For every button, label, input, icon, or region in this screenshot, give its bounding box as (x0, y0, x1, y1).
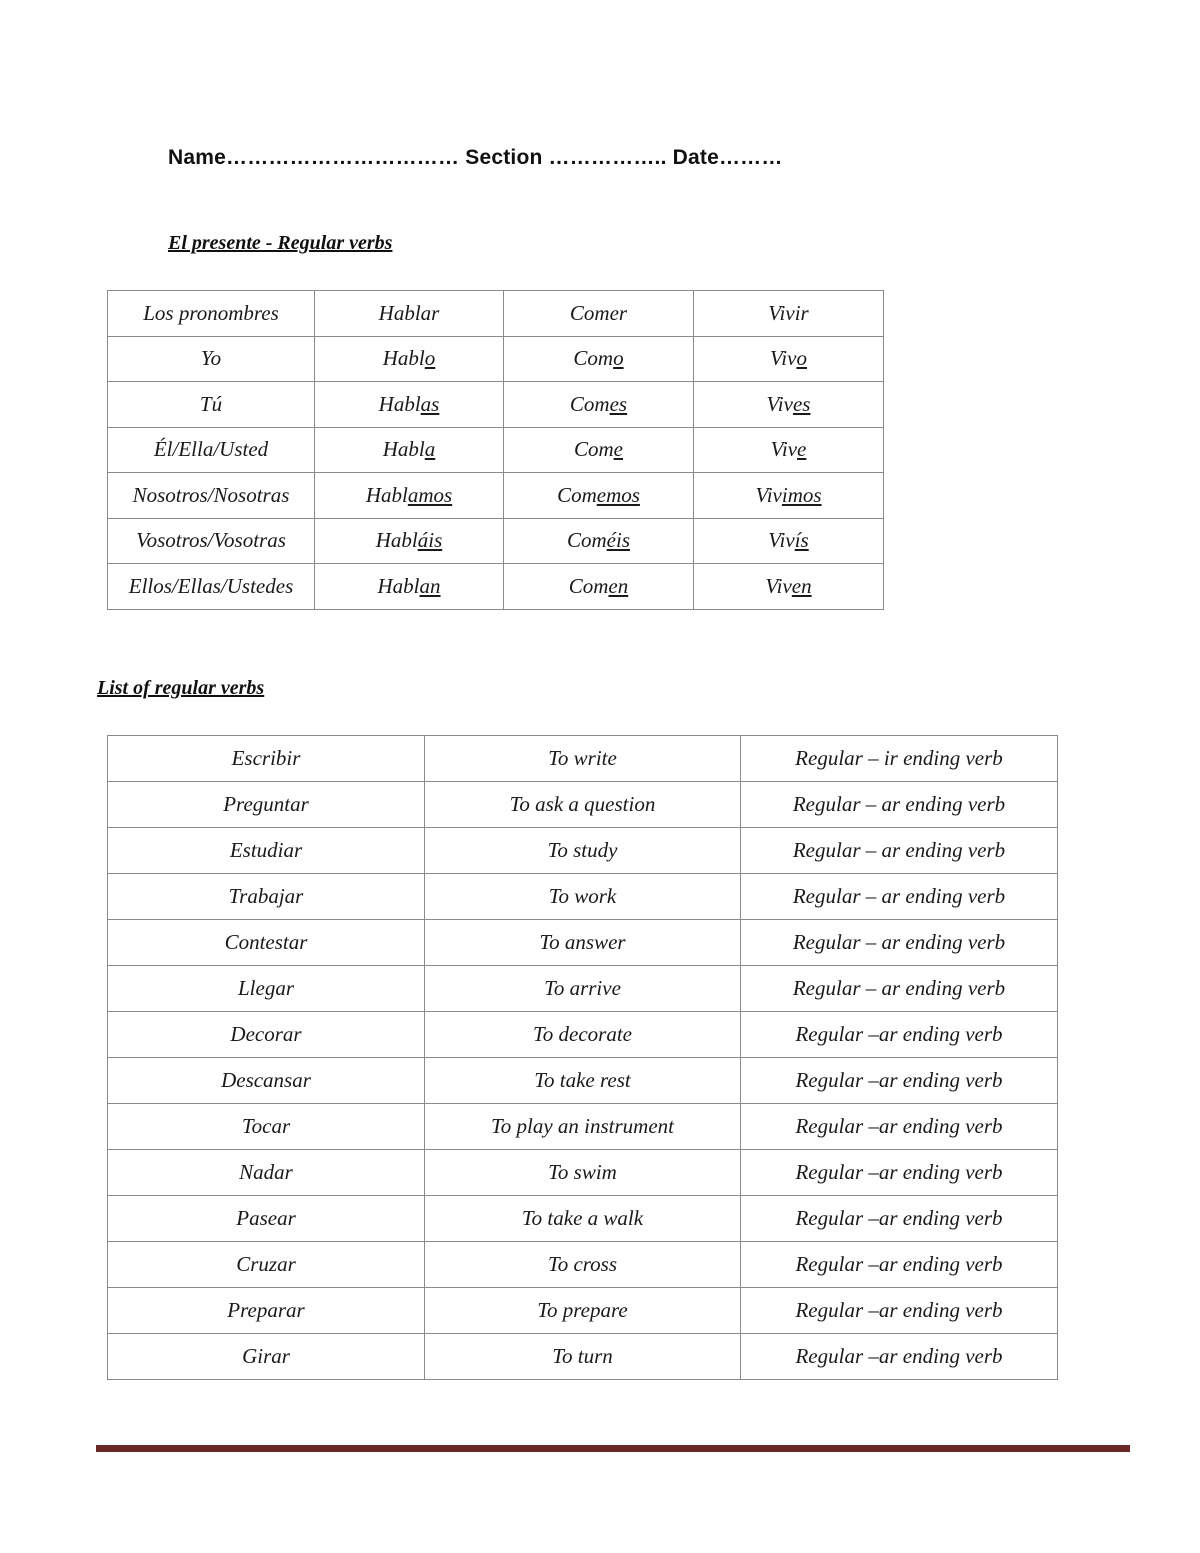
verb-ending: amos (407, 482, 453, 507)
verb-stem: Habl (365, 482, 408, 507)
spanish-verb-cell: Nadar (108, 1150, 425, 1196)
table-row (108, 1058, 1058, 1104)
verb-stem: Com (573, 437, 614, 462)
vivir-cell (694, 382, 884, 428)
english-meaning-cell: To ask a question (425, 782, 741, 828)
comer-cell (504, 518, 694, 564)
english-meaning-cell: To prepare (425, 1288, 741, 1334)
verb-list-table-body (108, 736, 1058, 1380)
hablar-cell (315, 473, 504, 519)
english-meaning-cell: To study (425, 828, 741, 874)
vivir-cell (694, 564, 884, 610)
vivir-cell (694, 427, 884, 473)
table-row (108, 736, 1058, 782)
table-row (108, 473, 884, 519)
comer-cell (504, 336, 694, 382)
footer-rule (96, 1445, 1130, 1452)
spanish-verb-cell: Escribir (108, 736, 425, 782)
verb-type-cell: Regular – ar ending verb (741, 874, 1058, 920)
verb-stem: Viv (770, 346, 797, 371)
verb-ending: an (419, 573, 441, 598)
table-row (108, 1334, 1058, 1380)
hablar-cell (315, 336, 504, 382)
verb-stem: Com (557, 482, 597, 507)
table-row (108, 920, 1058, 966)
table-row (108, 564, 884, 610)
spanish-verb-cell: Girar (108, 1334, 425, 1380)
english-meaning-cell: To answer (425, 920, 741, 966)
verb-type-cell: Regular – ar ending verb (741, 782, 1058, 828)
verb-ending: ís (794, 528, 809, 553)
verb-ending: imos (781, 482, 822, 507)
spanish-verb-cell: Contestar (108, 920, 425, 966)
pronoun-cell: Él/Ella/Usted (108, 427, 315, 473)
table-row (108, 1104, 1058, 1150)
verb-stem: Habl (382, 437, 425, 462)
column-header: Comer (504, 291, 694, 337)
verb-list-table (107, 735, 1058, 1380)
verb-stem: Habl (378, 391, 421, 416)
hablar-cell (315, 518, 504, 564)
spanish-verb-cell: Llegar (108, 966, 425, 1012)
english-meaning-cell: To play an instrument (425, 1104, 741, 1150)
spanish-verb-cell: Cruzar (108, 1242, 425, 1288)
column-header: Vivir (694, 291, 884, 337)
pronoun-cell: Yo (108, 336, 315, 382)
verb-ending: e (797, 437, 807, 462)
spanish-verb-cell: Trabajar (108, 874, 425, 920)
spanish-verb-cell: Estudiar (108, 828, 425, 874)
table-row (108, 1242, 1058, 1288)
english-meaning-cell: To take rest (425, 1058, 741, 1104)
table-row (108, 782, 1058, 828)
english-meaning-cell: To arrive (425, 966, 741, 1012)
hablar-cell (315, 564, 504, 610)
student-info-line (168, 146, 783, 170)
comer-cell (504, 564, 694, 610)
hablar-cell (315, 427, 504, 473)
verb-type-cell: Regular –ar ending verb (741, 1104, 1058, 1150)
table-row (108, 828, 1058, 874)
verb-ending: éis (606, 528, 630, 553)
date-field-label: Date……… (672, 146, 783, 169)
english-meaning-cell: To take a walk (425, 1196, 741, 1242)
verb-stem: Habl (377, 573, 420, 598)
table-row (108, 1196, 1058, 1242)
verb-ending: e (613, 437, 623, 462)
verb-stem: Viv (768, 528, 795, 553)
verb-ending: as (420, 391, 440, 416)
spanish-verb-cell: Preparar (108, 1288, 425, 1334)
verb-stem: Com (569, 391, 610, 416)
verb-type-cell: Regular –ar ending verb (741, 1242, 1058, 1288)
verb-type-cell: Regular –ar ending verb (741, 1288, 1058, 1334)
table-row (108, 1012, 1058, 1058)
english-meaning-cell: To cross (425, 1242, 741, 1288)
verb-ending: a (424, 437, 436, 462)
verb-type-cell: Regular – ir ending verb (741, 736, 1058, 782)
table-row (108, 966, 1058, 1012)
hablar-cell (315, 382, 504, 428)
english-meaning-cell: To decorate (425, 1012, 741, 1058)
table-row (108, 427, 884, 473)
verb-stem: Viv (766, 391, 793, 416)
verb-stem: Viv (770, 437, 798, 462)
pronoun-cell: Tú (108, 382, 315, 428)
english-meaning-cell: To swim (425, 1150, 741, 1196)
spanish-verb-cell: Tocar (108, 1104, 425, 1150)
verb-type-cell: Regular –ar ending verb (741, 1058, 1058, 1104)
verb-stem: Com (566, 528, 607, 553)
verb-ending: o (613, 346, 624, 371)
comer-cell (504, 382, 694, 428)
verb-type-cell: Regular –ar ending verb (741, 1012, 1058, 1058)
table-row (108, 336, 884, 382)
table-row (108, 518, 884, 564)
comer-cell (504, 473, 694, 519)
name-field-label: Name…………………………… (168, 146, 460, 169)
vivir-cell (694, 336, 884, 382)
english-meaning-cell: To turn (425, 1334, 741, 1380)
verb-stem: Com (573, 346, 614, 371)
table-row (108, 1150, 1058, 1196)
vivir-cell (694, 518, 884, 564)
verb-type-cell: Regular –ar ending verb (741, 1196, 1058, 1242)
pronoun-cell: Nosotros/Nosotras (108, 473, 315, 519)
verb-type-cell: Regular – ar ending verb (741, 966, 1058, 1012)
conjugation-title: El presente - Regular verbs (168, 232, 393, 254)
verb-ending: emos (596, 482, 640, 507)
verb-ending: áis (417, 528, 443, 553)
verb-type-cell: Regular – ar ending verb (741, 828, 1058, 874)
verb-ending: en (608, 573, 629, 598)
column-header: Hablar (315, 291, 504, 337)
table-row (108, 874, 1058, 920)
pronoun-cell: Ellos/Ellas/Ustedes (108, 564, 315, 610)
column-header: Los pronombres (108, 291, 315, 337)
vivir-cell (694, 473, 884, 519)
english-meaning-cell: To write (425, 736, 741, 782)
verb-stem: Viv (755, 482, 782, 507)
verb-ending: o (796, 346, 807, 371)
spanish-verb-cell: Pasear (108, 1196, 425, 1242)
comer-cell (504, 427, 694, 473)
verb-ending: es (609, 391, 628, 416)
section-field-label: Section …………….. (465, 146, 667, 169)
verb-ending: en (791, 573, 812, 598)
table-row (108, 1288, 1058, 1334)
table-row (108, 382, 884, 428)
spanish-verb-cell: Preguntar (108, 782, 425, 828)
english-meaning-cell: To work (425, 874, 741, 920)
verb-stem: Com (568, 573, 609, 598)
verb-ending: o (424, 346, 436, 371)
verb-type-cell: Regular –ar ending verb (741, 1334, 1058, 1380)
verb-list-title: List of regular verbs (97, 677, 265, 699)
table-header-row (108, 291, 884, 337)
verb-ending: es (792, 391, 811, 416)
conjugation-table (107, 290, 884, 610)
spanish-verb-cell: Descansar (108, 1058, 425, 1104)
spanish-verb-cell: Decorar (108, 1012, 425, 1058)
verb-type-cell: Regular –ar ending verb (741, 1150, 1058, 1196)
verb-stem: Viv (765, 573, 792, 598)
verb-stem: Habl (375, 528, 418, 553)
verb-type-cell: Regular – ar ending verb (741, 920, 1058, 966)
conjugation-table-body (108, 291, 884, 610)
pronoun-cell: Vosotros/Vosotras (108, 518, 315, 564)
verb-stem: Habl (382, 346, 425, 371)
